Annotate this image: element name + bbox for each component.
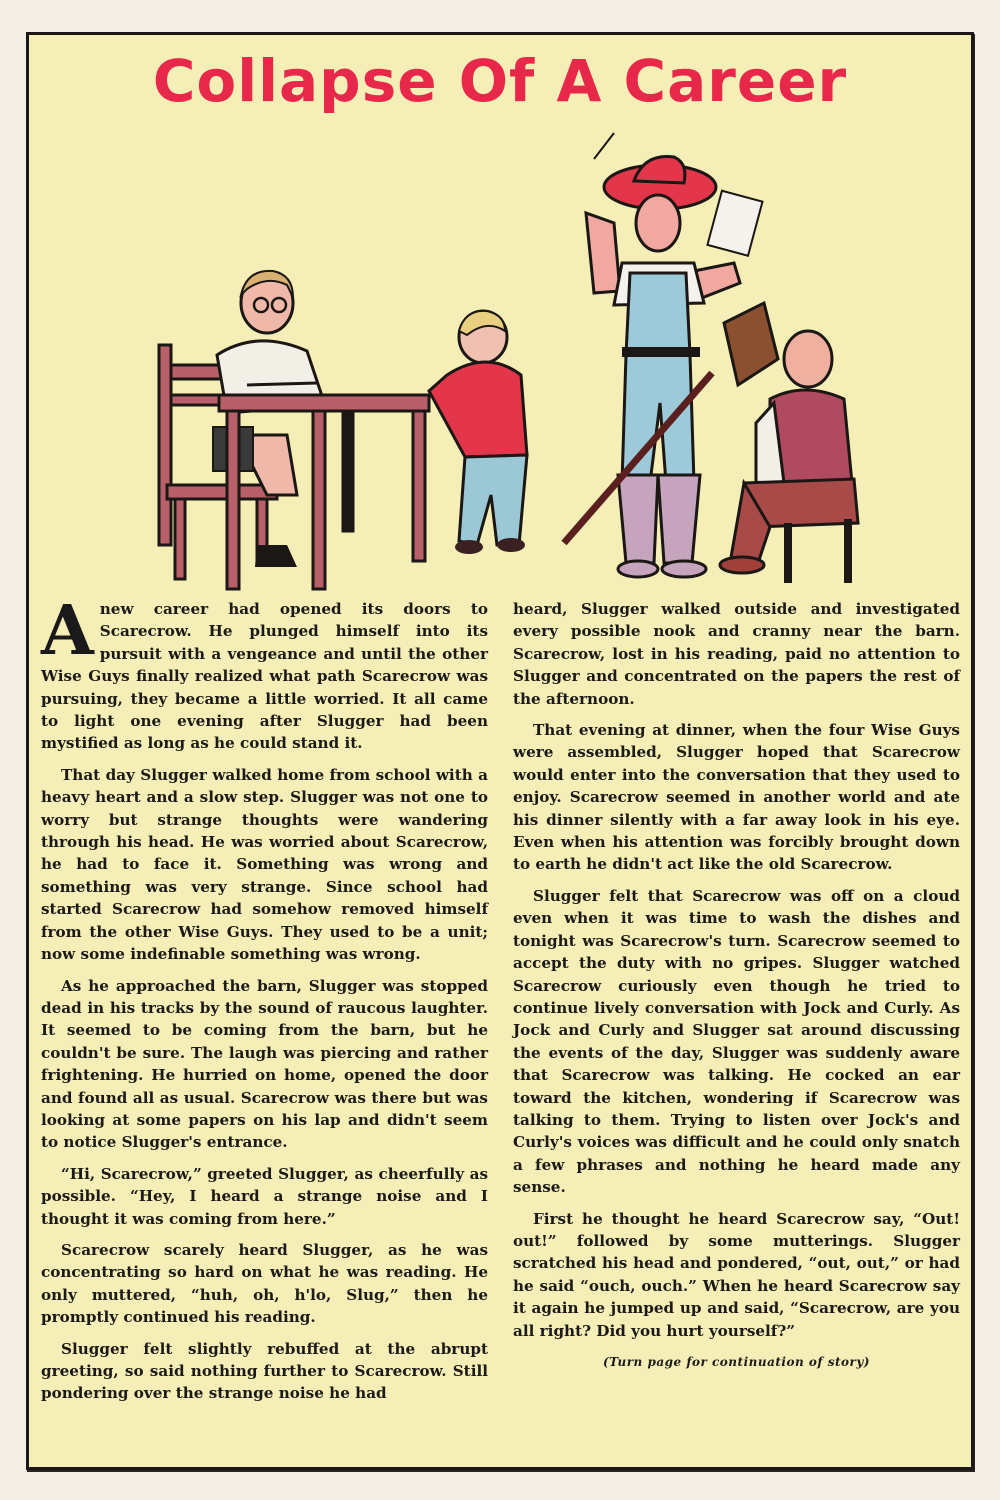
story-title: Collapse Of A Career — [152, 47, 848, 115]
drop-cap: A — [41, 591, 94, 671]
story-paragraph: That day Slugger walked home from school with a heavy heart and a slow step. Slugger was not one to worry but strange thoughts were wandering through his head. He was worried about Scarecrow, he had to face it. Something was wrong and something was very strange. Since school had started Scarecrow had somehow removed himself from the other Wise Guys. They used to be a unit; now some indefinable something was wrong. — [41, 765, 488, 964]
illustration-scarecrow-reading — [534, 123, 894, 603]
story-paragraph: Slugger felt slightly rebuffed at the abrupt greeting, so said nothing further to Scarecrow. Still pondering over the strange noise he had — [41, 1339, 488, 1403]
story-paragraph: heard, Slugger walked outside and investigated every possible nook and cranny near the barn. Scarecrow, lost in his reading, paid no attention to Slugger and concentrated on the papers the rest of the afternoon. — [513, 600, 960, 708]
story-panel — [26, 32, 974, 1470]
story-paragraph: “Hi, Scarecrow,” greeted Slugger, as cheerfully as possible. “Hey, I heard a strange noise and I thought it was coming from here.” — [41, 1164, 488, 1228]
story-paragraph: Slugger felt that Scarecrow was off on a cloud even when it was time to wash the dishes and tonight was Scarecrow's turn. Scarecrow seemed to accept the duty with no gripes. Slugger watched Scarecrow curiously even though he tried to continue lively conversation with Jock and Curly. As Jock and Curly and Slugger sat around discussing the events of the day, Slugger was suddenly aware that Scarecrow was talking. He cocked an ear toward the kitchen, wondering if Scarecrow was talking to them. Trying to listen over Jock's and Curly's voices was difficult and he could only snatch a few phrases and nothing he heard made any sense. — [513, 886, 960, 1197]
story-paragraph: Anew career had opened its doors to Scarecrow. He plunged himself into its pursuit with a vengeance and until the other Wise Guys finally realized what path Scarecrow was pursuing, they became a little worried. It all came to light one evening after Slugger had been mystified as long as he could stand it. — [41, 591, 488, 753]
small-boy-figure — [429, 311, 527, 554]
illustration-table-scene — [147, 245, 547, 605]
story-paragraph: Scarecrow scarely heard Slugger, as he was concentrating so hard on what he was reading. He only muttered, “huh, oh, h'lo, Slug,” then he promptly continued his reading. — [41, 1240, 488, 1327]
story-paragraph: First he thought he heard Scarecrow say, “Out! out!” followed by some mutterings. Slugger scratched his head and pondered, “out, out,” or had he said “ouch, ouch.” When he heard Scarecrow say it again he jumped up and said, “Scarecrow, are you all right? Did you hurt yourself?” — [513, 1209, 960, 1340]
continuation-note: (Turn page for continuation of story) — [603, 1355, 870, 1369]
story-paragraph: That evening at dinner, when the four Wise Guys were assembled, Slugger hoped that Scarecrow would enter into the conversation that they used to enjoy. Scarecrow seemed in another world and ate his dinner silently with a far away look in his eye. Even when his attention was forcibly brought down to earth he didn't act like the old Scarecrow. — [513, 721, 960, 874]
story-column-left — [41, 591, 488, 1414]
story-paragraph: As he approached the barn, Slugger was stopped dead in his tracks by the sound of raucous laughter. It seemed to be coming from the barn, but he couldn't be sure. The laugh was piercing and rather frightening. He hurried on home, opened the door and found all as usual. Scarecrow was there but was looking at some papers on his lap and didn't seem to notice Slugger's entrance. — [41, 976, 488, 1152]
story-column-right — [513, 598, 960, 1382]
